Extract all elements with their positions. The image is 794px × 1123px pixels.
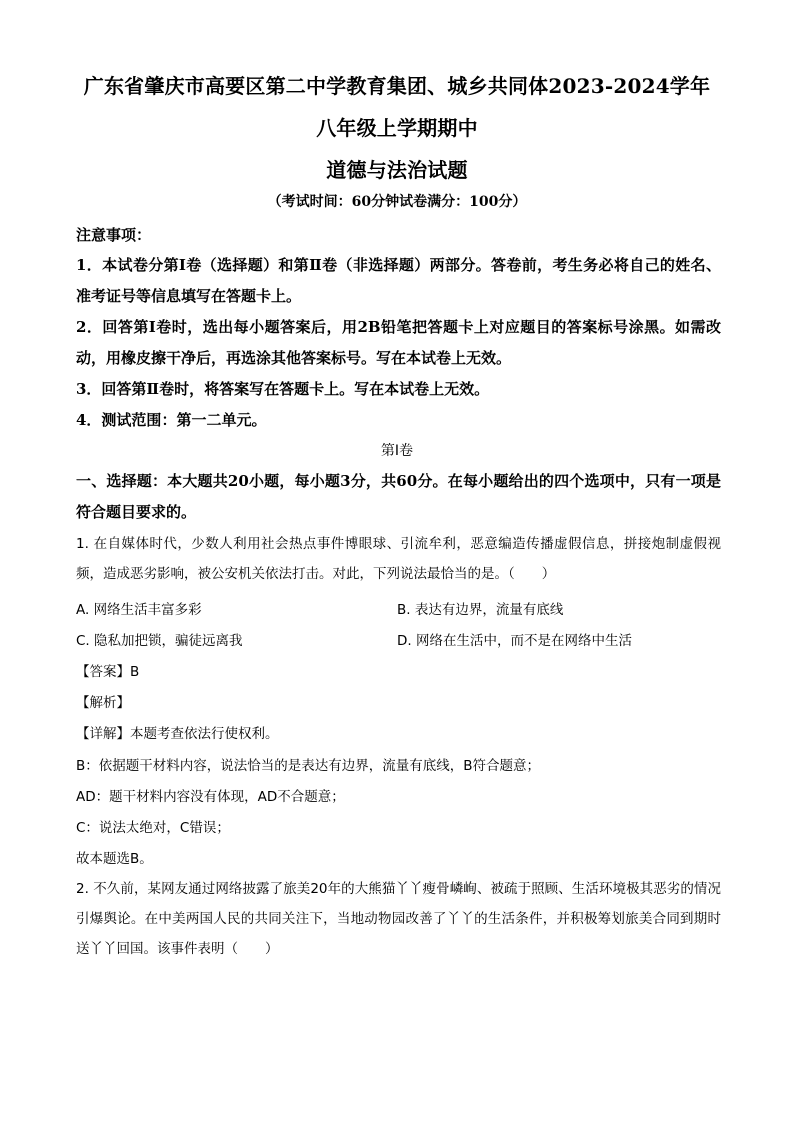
part1-instructions: 一、选择题：本大题共20小题，每小题3分，共60分。在每小题给出的四个选项中，只有一项是符合题目要求的。	[76, 472, 721, 521]
notice-item-2: 2．回答第Ⅰ卷时，选出每小题答案后，用2B铅笔把答题卡上对应题目的答案标号涂黑。如需改动，用橡皮擦干净后，再选涂其他答案标号。写在本试卷上无效。	[76, 318, 721, 367]
question-1-option-b: B. 表达有边界，流量有底线	[397, 602, 564, 618]
question-1-explanation-c: C：说法太绝对，C错误；	[76, 820, 230, 836]
question-1-detail: 【详解】本题考查依法行使权利。	[76, 726, 279, 742]
question-1-answer: 【答案】B	[76, 664, 140, 680]
notice-heading: 注意事项：	[76, 226, 152, 244]
question-1-option-a: A. 网络生活丰富多彩	[76, 602, 202, 618]
question-1-explanation-b: B：依据题干材料内容，说法恰当的是表达有边界，流量有底线，B符合题意；	[76, 758, 541, 774]
question-2-stem: 2. 不久前，某网友通过网络披露了旅美20年的大熊猫丫丫瘦骨嶙峋、被疏于照顾、生活环境极其恶劣的情况引爆舆论。在中美两国人民的共同关注下，当地动物园改善了丫丫的生活条件，并积极筹划旅美合同到期时送丫丫回国。该事件表明（ ）	[76, 881, 721, 957]
question-1-explanation-ad: AD：题干材料内容没有体现，AD不合题意；	[76, 789, 345, 805]
exam-title-line2: 八年级上学期期中	[316, 116, 478, 140]
question-1-analysis-heading: 【解析】	[76, 695, 130, 711]
volume-heading: 第Ⅰ卷	[380, 443, 414, 459]
question-1-stem: 1. 在自媒体时代，少数人利用社会热点事件博眼球、引流牟利，恶意编造传播虚假信息，拼接炮制虚假视频，造成恶劣影响，被公安机关依法打击。对此，下列说法最恰当的是。（ ）	[76, 536, 721, 582]
question-1-option-c: C. 隐私加把锁，骗徒远离我	[76, 633, 243, 649]
question-1-option-d: D. 网络在生活中，而不是在网络中生活	[397, 633, 632, 649]
question-1-conclusion: 故本题选B。	[76, 851, 153, 867]
notice-item-4: 4．测试范围：第一二单元。	[76, 411, 267, 429]
exam-info: （考试时间：60分钟试卷满分：100分）	[267, 194, 527, 210]
exam-subject-title: 道德与法治试题	[326, 158, 468, 182]
exam-title-line1: 广东省肇庆市高要区第二中学教育集团、城乡共同体2023-2024学年	[83, 74, 711, 98]
notice-item-1: 1．本试卷分第Ⅰ卷（选择题）和第Ⅱ卷（非选择题）两部分。答卷前，考生务必将自己的姓名、准考证号等信息填写在答题卡上。	[76, 256, 721, 305]
notice-item-3: 3．回答第Ⅱ卷时，将答案写在答题卡上。写在本试卷上无效。	[76, 380, 490, 398]
